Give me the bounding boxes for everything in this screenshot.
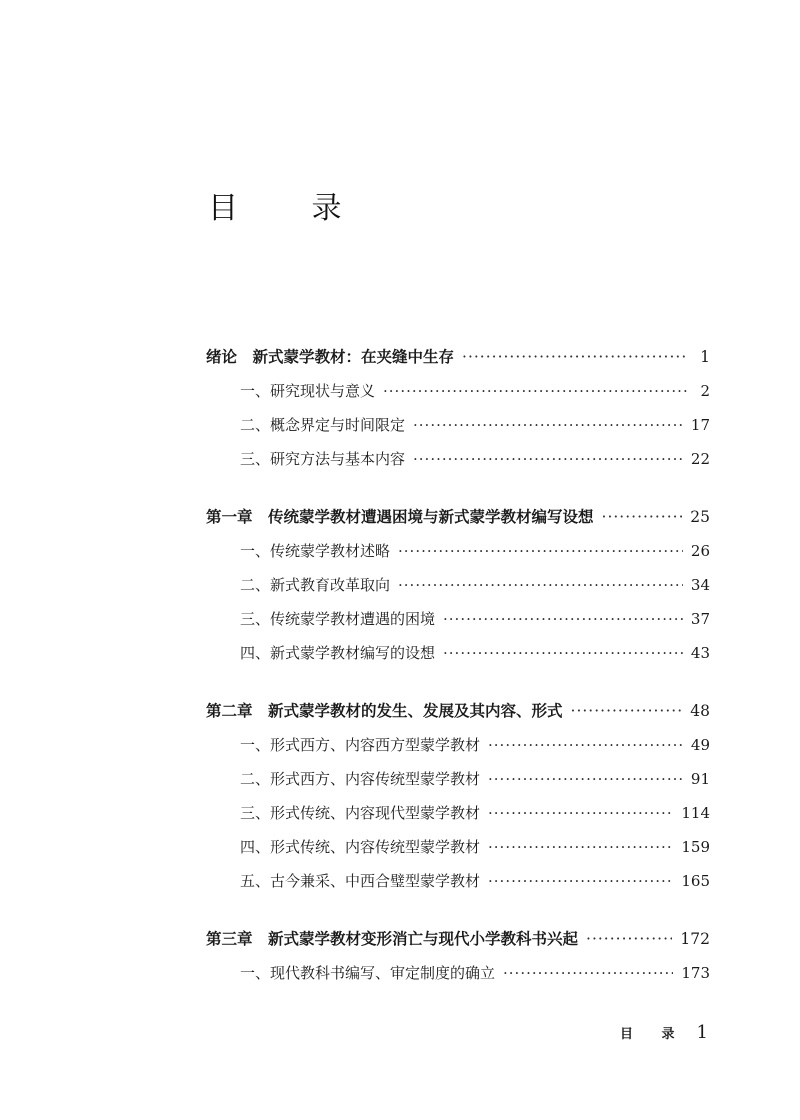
toc-item-label: 一、形式西方、内容西方型蒙学教材 bbox=[240, 736, 481, 754]
toc-item-label: 三、研究方法与基本内容 bbox=[240, 450, 406, 468]
toc-item[interactable] bbox=[206, 796, 710, 830]
toc-item[interactable] bbox=[206, 830, 710, 864]
toc-leader-dots bbox=[488, 830, 673, 864]
toc-leader-dots bbox=[443, 636, 683, 670]
toc-item-label: 五、古今兼采、中西合璧型蒙学教材 bbox=[240, 872, 481, 890]
toc-leader-dots bbox=[488, 762, 683, 796]
toc-leader-dots bbox=[383, 374, 688, 408]
toc-item[interactable] bbox=[206, 864, 710, 898]
toc-section-intro bbox=[206, 340, 710, 476]
toc-chapter-label: 第三章 新式蒙学教材变形消亡与现代小学教科书兴起 bbox=[206, 929, 579, 948]
toc-chapter[interactable] bbox=[206, 694, 710, 728]
toc-page-number: 91 bbox=[690, 770, 710, 788]
toc-page-number: 2 bbox=[700, 382, 710, 400]
toc-section-chapter-3 bbox=[206, 922, 710, 990]
toc-leader-dots bbox=[413, 442, 683, 476]
page-title: 目 录 bbox=[208, 191, 374, 226]
toc-page-number: 26 bbox=[690, 542, 710, 560]
toc-item[interactable] bbox=[206, 956, 710, 990]
toc-leader-dots bbox=[398, 534, 683, 568]
toc-leader-dots bbox=[488, 864, 673, 898]
toc-page-number: 159 bbox=[681, 838, 710, 856]
toc-page-number: 114 bbox=[681, 804, 710, 822]
toc-item-label: 二、新式教育改革取向 bbox=[240, 576, 391, 594]
toc-leader-dots bbox=[443, 602, 683, 636]
toc-item[interactable] bbox=[206, 408, 710, 442]
toc-page-number: 37 bbox=[690, 610, 710, 628]
toc-section-chapter-1 bbox=[206, 500, 710, 670]
toc-page-number: 22 bbox=[690, 450, 710, 468]
toc-chapter-label: 第二章 新式蒙学教材的发生、发展及其内容、形式 bbox=[206, 701, 563, 720]
toc-item[interactable] bbox=[206, 762, 710, 796]
toc-leader-dots bbox=[586, 922, 672, 956]
toc-page-number: 1 bbox=[700, 348, 710, 366]
toc-item-label: 一、现代教科书编写、审定制度的确立 bbox=[240, 964, 496, 982]
toc-leader-dots bbox=[503, 956, 673, 990]
toc-page-number: 43 bbox=[690, 644, 710, 662]
footer-page-number: 1 bbox=[696, 1022, 708, 1043]
toc-chapter[interactable] bbox=[206, 922, 710, 956]
toc-item[interactable] bbox=[206, 374, 710, 408]
toc-item[interactable] bbox=[206, 568, 710, 602]
toc-page-number: 172 bbox=[680, 930, 710, 948]
toc-page-number: 48 bbox=[690, 702, 710, 720]
table-of-contents bbox=[206, 340, 710, 1014]
toc-page-number: 173 bbox=[681, 964, 710, 982]
toc-leader-dots bbox=[413, 408, 683, 442]
toc-item-label: 三、形式传统、内容现代型蒙学教材 bbox=[240, 804, 481, 822]
toc-item[interactable] bbox=[206, 602, 710, 636]
toc-item-label: 四、形式传统、内容传统型蒙学教材 bbox=[240, 838, 481, 856]
toc-item[interactable] bbox=[206, 728, 710, 762]
toc-chapter-label: 第一章 传统蒙学教材遭遇困境与新式蒙学教材编写设想 bbox=[206, 507, 594, 526]
toc-leader-dots bbox=[602, 500, 683, 534]
toc-item-label: 二、概念界定与时间限定 bbox=[240, 416, 406, 434]
toc-item-label: 三、传统蒙学教材遭遇的困境 bbox=[240, 610, 436, 628]
toc-page-number: 34 bbox=[690, 576, 710, 594]
toc-item[interactable] bbox=[206, 636, 710, 670]
page-footer bbox=[620, 1022, 708, 1043]
toc-leader-dots bbox=[488, 796, 673, 830]
footer-label: 目 录 bbox=[620, 1027, 687, 1042]
toc-section-chapter-2 bbox=[206, 694, 710, 898]
toc-item[interactable] bbox=[206, 442, 710, 476]
toc-leader-dots bbox=[571, 694, 683, 728]
toc-item-label: 一、传统蒙学教材述略 bbox=[240, 542, 391, 560]
toc-page-number: 49 bbox=[690, 736, 710, 754]
toc-item-label: 四、新式蒙学教材编写的设想 bbox=[240, 644, 436, 662]
toc-item-label: 二、形式西方、内容传统型蒙学教材 bbox=[240, 770, 481, 788]
toc-leader-dots bbox=[398, 568, 683, 602]
toc-chapter-label: 绪论 新式蒙学教材：在夹缝中生存 bbox=[206, 347, 455, 366]
toc-page-number: 17 bbox=[690, 416, 710, 434]
toc-item[interactable] bbox=[206, 534, 710, 568]
toc-item-label: 一、研究现状与意义 bbox=[240, 382, 376, 400]
toc-leader-dots bbox=[488, 728, 683, 762]
toc-chapter[interactable] bbox=[206, 500, 710, 534]
toc-leader-dots bbox=[462, 340, 688, 374]
toc-chapter[interactable] bbox=[206, 340, 710, 374]
toc-page-number: 25 bbox=[690, 508, 710, 526]
toc-page-number: 165 bbox=[681, 872, 710, 890]
